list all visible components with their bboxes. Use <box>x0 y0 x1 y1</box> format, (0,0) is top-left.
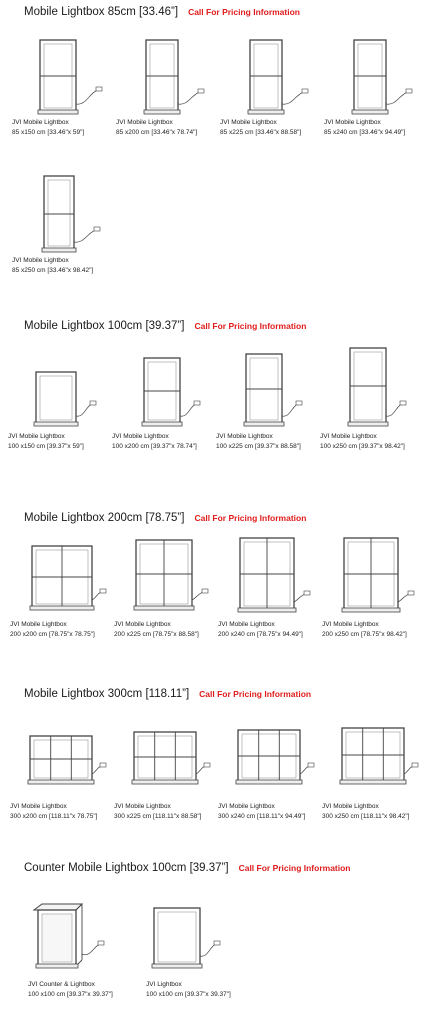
product-name: JVI Mobile Lightbox <box>8 433 65 440</box>
product-size: 300 x200 cm [118.11"x 78.75"] <box>10 813 98 820</box>
product-name: JVI Mobile Lightbox <box>322 803 379 810</box>
lightbox-illustration <box>216 352 316 432</box>
product-name: JVI Mobile Lightbox <box>320 433 377 440</box>
section-title-text: Mobile Lightbox 100cm [39.37”] <box>24 320 185 332</box>
product-name: JVI Mobile Lightbox <box>10 621 67 628</box>
product-card[interactable] <box>324 36 424 138</box>
product-size: 200 x225 cm [78.75"x 88.58"] <box>114 631 199 638</box>
product-name: JVI Lightbox <box>146 981 182 988</box>
product-card[interactable] <box>216 352 316 452</box>
product-name: JVI Mobile Lightbox <box>322 621 379 628</box>
section-title-85cm <box>24 6 300 18</box>
product-card[interactable] <box>114 722 214 822</box>
product-card[interactable] <box>116 36 216 138</box>
call-for-pricing-link[interactable]: Call For Pricing Information <box>238 863 351 873</box>
section-title-counter-100cm <box>24 862 351 874</box>
call-for-pricing-link[interactable]: Call For Pricing Information <box>194 321 307 331</box>
product-card[interactable] <box>322 722 422 822</box>
section-title-300cm <box>24 688 311 700</box>
call-for-pricing-link[interactable]: Call For Pricing Information <box>199 689 312 699</box>
product-name: JVI Mobile Lightbox <box>220 119 277 126</box>
section-title-200cm <box>24 512 306 524</box>
product-name: JVI Mobile Lightbox <box>216 433 273 440</box>
call-for-pricing-link[interactable]: Call For Pricing Information <box>194 513 307 523</box>
product-name: JVI Mobile Lightbox <box>12 257 69 264</box>
product-card[interactable] <box>320 346 420 452</box>
product-size: 200 x200 cm [78.75"x 78.75"] <box>10 631 95 638</box>
product-card[interactable] <box>114 534 214 640</box>
product-size: 100 x250 cm [39.37"x 98.42"] <box>320 443 405 450</box>
product-size: 100 x100 cm [39.37"x 39.37"] <box>146 991 231 998</box>
lightbox-illustration <box>116 36 216 118</box>
product-card[interactable] <box>146 898 246 1000</box>
product-card[interactable] <box>8 352 108 452</box>
product-card[interactable] <box>28 898 128 1000</box>
product-card[interactable] <box>218 722 318 822</box>
product-name: JVI Mobile Lightbox <box>218 803 275 810</box>
lightbox-illustration <box>324 36 424 118</box>
section-title-text: Counter Mobile Lightbox 100cm [39.37”] <box>24 862 229 874</box>
product-size: 85 x150 cm [33.46"x 59"] <box>12 129 85 136</box>
product-card[interactable] <box>218 534 318 640</box>
product-size: 100 x100 cm [39.37"x 39.37"] <box>28 991 113 998</box>
section-title-text: Mobile Lightbox 85cm [33.46”] <box>24 6 179 18</box>
product-size: 85 x240 cm [33.46"x 94.49"] <box>324 129 406 136</box>
product-size: 200 x240 cm [78.75"x 94.49"] <box>218 631 303 638</box>
product-size: 300 x250 cm [118.11"x 98.42"] <box>322 813 410 820</box>
product-card[interactable] <box>322 534 422 640</box>
product-size: 100 x150 cm [39.37"x 59"] <box>8 443 84 450</box>
product-card[interactable] <box>220 36 320 138</box>
lightbox-illustration <box>320 346 420 432</box>
lightbox-illustration <box>112 352 212 432</box>
lightbox-illustration <box>12 172 112 256</box>
counter-lightbox-illustration <box>28 898 128 980</box>
lightbox-illustration <box>10 722 110 802</box>
product-size: 200 x250 cm [78.75"x 98.42"] <box>322 631 407 638</box>
product-card[interactable] <box>10 722 110 822</box>
product-size: 85 x250 cm [33.46"x 98.42"] <box>12 267 94 274</box>
lightbox-illustration <box>114 722 214 802</box>
product-size: 300 x225 cm [118.11"x 88.58"] <box>114 813 202 820</box>
lightbox-illustration <box>218 534 318 620</box>
product-card[interactable] <box>112 352 212 452</box>
lightbox-illustration <box>218 722 318 802</box>
product-card[interactable] <box>12 36 112 138</box>
product-name: JVI Mobile Lightbox <box>12 119 69 126</box>
section-title-text: Mobile Lightbox 200cm [78.75”] <box>24 512 185 524</box>
product-size: 100 x225 cm [39.37"x 88.58"] <box>216 443 301 450</box>
section-title-text: Mobile Lightbox 300cm [118.11”] <box>24 688 190 700</box>
section-title-100cm <box>24 320 306 332</box>
product-name: JVI Mobile Lightbox <box>116 119 173 126</box>
product-name: JVI Mobile Lightbox <box>324 119 381 126</box>
product-size: 300 x240 cm [118.11"x 94.49"] <box>218 813 306 820</box>
product-name: JVI Mobile Lightbox <box>114 621 171 628</box>
product-size: 85 x225 cm [33.46"x 88.58"] <box>220 129 302 136</box>
product-name: JVI Mobile Lightbox <box>114 803 171 810</box>
call-for-pricing-link[interactable]: Call For Pricing Information <box>188 7 300 17</box>
lightbox-illustration <box>322 534 422 620</box>
lightbox-illustration <box>220 36 320 118</box>
lightbox-illustration <box>114 534 214 620</box>
lightbox-illustration <box>146 898 246 980</box>
product-size: 100 x200 cm [39.37"x 78.74"] <box>112 443 197 450</box>
product-name: JVI Mobile Lightbox <box>112 433 169 440</box>
product-name: JVI Mobile Lightbox <box>218 621 275 628</box>
lightbox-illustration <box>8 352 108 432</box>
product-card[interactable] <box>10 540 110 640</box>
product-card[interactable] <box>12 172 112 276</box>
lightbox-illustration <box>12 36 112 118</box>
product-name: JVI Mobile Lightbox <box>10 803 67 810</box>
lightbox-illustration <box>322 722 422 802</box>
lightbox-illustration <box>10 540 110 620</box>
product-size: 85 x200 cm [33.46"x 78.74"] <box>116 129 198 136</box>
product-name: JVI Counter & Lightbox <box>28 981 95 988</box>
